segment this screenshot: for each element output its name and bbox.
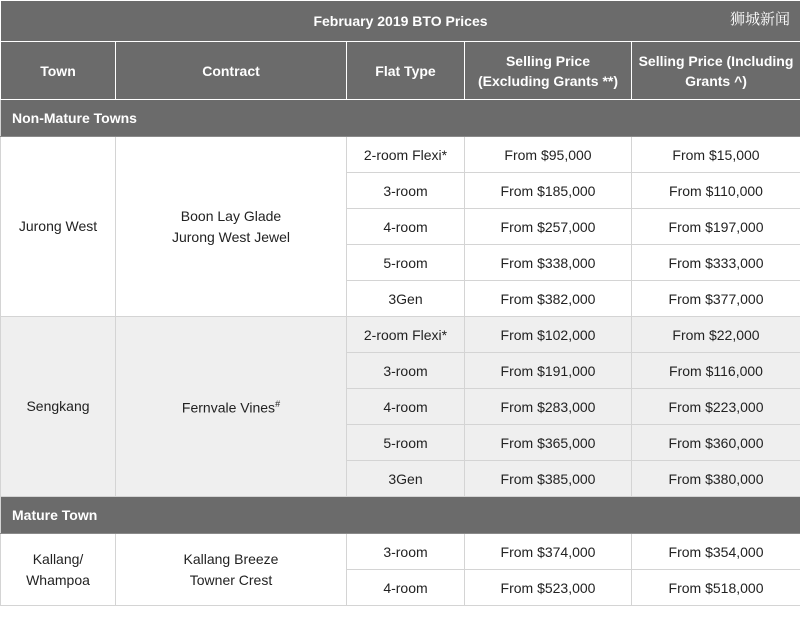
flat-type-cell: 4-room [347,570,465,606]
section-label-non-mature: Non-Mature Towns [1,100,800,137]
town-cell [1,534,116,606]
town-line: Kallang/ [32,550,84,567]
flat-type-cell: 3-room [347,353,465,389]
price-incl-cell: From $15,000 [632,137,800,173]
contract-line: Fernvale Vines [181,399,276,416]
table-row [1,137,800,173]
flat-type-cell: 4-room [347,209,465,245]
town-line: Whampoa [26,571,90,588]
price-excl-cell: From $523,000 [465,570,632,606]
price-excl-cell: From $283,000 [465,389,632,425]
price-incl-cell: From $380,000 [632,461,800,497]
flat-type-cell: 3Gen [347,281,465,317]
price-excl-cell: From $382,000 [465,281,632,317]
price-excl-cell: From $102,000 [465,317,632,353]
watermark-logo: 狮城新闻 [729,10,790,28]
contract-cell [116,534,347,606]
price-excl-cell: From $95,000 [465,137,632,173]
price-incl-cell: From $360,000 [632,425,800,461]
town-cell: Jurong West [1,137,116,317]
flat-type-cell: 2-room Flexi* [347,137,465,173]
contract-line: Towner Crest [189,571,273,588]
price-incl-cell: From $333,000 [632,245,800,281]
footnote-marker: # [275,399,281,410]
header-price-including: Selling Price (Including Grants ^) [632,42,800,100]
table-row [1,534,800,570]
flat-type-cell: 5-room [347,245,465,281]
price-incl-cell: From $22,000 [632,317,800,353]
flat-type-cell: 4-room [347,389,465,425]
price-excl-cell: From $338,000 [465,245,632,281]
price-incl-cell: From $197,000 [632,209,800,245]
town-cell: Sengkang [1,317,116,497]
contract-cell [116,137,347,317]
section-label-mature: Mature Town [1,497,800,534]
flat-type-cell: 3Gen [347,461,465,497]
table-title: February 2019 BTO Prices [1,1,800,42]
contract-line: Boon Lay Glade [180,207,282,224]
header-flat-type: Flat Type [347,42,465,100]
header-price-excluding: Selling Price (Excluding Grants **) [465,42,632,100]
contract-cell [116,317,347,497]
header-town: Town [1,42,116,100]
flat-type-cell: 2-room Flexi* [347,317,465,353]
price-incl-cell: From $110,000 [632,173,800,209]
flat-type-cell: 5-room [347,425,465,461]
price-excl-cell: From $257,000 [465,209,632,245]
price-incl-cell: From $116,000 [632,353,800,389]
price-incl-cell: From $518,000 [632,570,800,606]
price-incl-cell: From $223,000 [632,389,800,425]
price-excl-cell: From $191,000 [465,353,632,389]
price-excl-cell: From $185,000 [465,173,632,209]
price-incl-cell: From $377,000 [632,281,800,317]
price-incl-cell: From $354,000 [632,534,800,570]
price-excl-cell: From $365,000 [465,425,632,461]
contract-line: Jurong West Jewel [171,228,290,245]
flat-type-cell: 3-room [347,534,465,570]
table-row [1,317,800,353]
price-excl-cell: From $385,000 [465,461,632,497]
flat-type-cell: 3-room [347,173,465,209]
contract-line: Kallang Breeze [183,550,279,567]
price-excl-cell: From $374,000 [465,534,632,570]
header-contract: Contract [116,42,347,100]
